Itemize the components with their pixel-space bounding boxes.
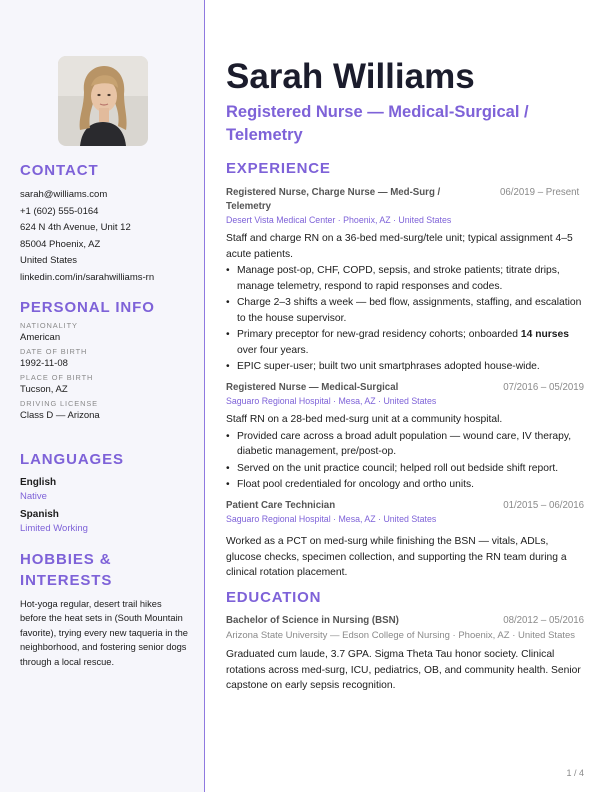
job-bullet: • Manage post-op, CHF, COPD, sepsis, and stroke patients; titrate drips, manage telemetry, respond to rapid responses and codes.: [226, 263, 584, 294]
job-dates: 06/2019 – Present: [500, 187, 580, 198]
education-entry: [226, 614, 584, 694]
job-dates: 07/2016 – 05/2019: [503, 382, 584, 393]
degree-title: Bachelor of Science in Nursing (BSN): [226, 615, 399, 626]
linkedin-link[interactable]: linkedin.com/in/sarahwilliams-rn: [20, 271, 155, 283]
education-summary: Graduated cum laude, 3.7 GPA. Sigma Theta Tau honor society. Clinical rotations across med-surg, ICU, pediatrics, OB, and community health. Senior capstone on early sepsis recognition.: [226, 649, 581, 691]
candidate-name: Sarah Williams: [226, 57, 475, 96]
job-organization: Saguaro Regional Hospital · Mesa, AZ · United States: [226, 396, 437, 406]
job-bullet: • Provided care across a broad adult population — wound care, IV therapy, diabetic management, pre/post-op.: [226, 429, 584, 460]
job-dates: 01/2015 – 06/2016: [503, 500, 584, 511]
job-summary: Staff RN on a 28-bed med-surg unit at a community hospital.: [226, 414, 503, 425]
job-bullets: [226, 429, 584, 493]
personal-info-heading: PERSONAL INFO: [20, 299, 155, 316]
languages-section: [20, 449, 190, 540]
sidebar: [0, 0, 205, 792]
job-bullets: [226, 263, 584, 375]
email-link[interactable]: sarah@williams.com: [20, 189, 108, 200]
pob-label: PLACE OF BIRTH: [20, 373, 94, 382]
nationality-label: NATIONALITY: [20, 321, 78, 330]
language-level: Limited Working: [20, 523, 88, 534]
job-bullet: • Charge 2–3 shifts a week — bed flow, assignments, staffing, and escalation to the house supervisor.: [226, 295, 584, 326]
job-bullet: [226, 327, 584, 358]
address-line-1: 624 N 4th Avenue, Unit 12: [20, 222, 131, 234]
profile-photo: [58, 56, 148, 146]
bullet-emphasis: 14 nurses: [520, 329, 569, 340]
hobbies-heading-line1: HOBBIES &: [20, 551, 112, 568]
hobbies-section: [20, 549, 190, 669]
experience-heading: EXPERIENCE: [226, 160, 331, 177]
education-dates: 08/2012 – 05/2016: [503, 615, 584, 626]
hobbies-heading-line2: INTERESTS: [20, 572, 113, 589]
contact-section: [20, 160, 190, 287]
job-entry: [226, 381, 584, 494]
license-label: DRIVING LICENSE: [20, 399, 98, 408]
dob-label: DATE OF BIRTH: [20, 347, 88, 356]
job-title: Registered Nurse — Medical-Surgical: [226, 382, 399, 393]
job-organization: Saguaro Regional Hospital · Mesa, AZ · United States: [226, 514, 437, 524]
education-heading: EDUCATION: [226, 589, 322, 606]
job-title: Registered Nurse, Charge Nurse — Med-Surg / Telemetry: [226, 187, 441, 212]
address-line-2: 85004 Phoenix, AZ: [20, 238, 101, 250]
job-bullet: • Float pool credentialed for oncology and ortho units.: [226, 477, 584, 493]
education-institution: Arizona State University — Edson College of Nursing · Phoenix, AZ · United States: [226, 630, 576, 641]
job-summary: Staff and charge RN on a 36-bed med-surg/tele unit; typical assignment 4–5 acute patients.: [226, 233, 573, 260]
language-level: Native: [20, 491, 47, 502]
job-organization: Desert Vista Medical Center · Phoenix, AZ · United States: [226, 215, 452, 225]
job-entry: [226, 186, 584, 376]
bullet-text: Primary preceptor for new-grad residency cohorts; onboarded: [237, 329, 521, 340]
phone-text[interactable]: +1 (602) 555-0164: [20, 205, 99, 217]
bullet-text: over four years.: [237, 344, 309, 356]
candidate-headline: Registered Nurse — Medical-Surgical / Telemetry: [226, 103, 529, 144]
job-entry: [226, 499, 584, 581]
license-value: Class D — Arizona: [20, 410, 100, 421]
language-name: Spanish: [20, 509, 59, 520]
personal-info-section: [20, 297, 190, 425]
contact-heading: CONTACT: [20, 162, 99, 179]
languages-heading: LANGUAGES: [20, 451, 124, 468]
nationality-value: American: [20, 332, 61, 343]
dob-value: 1992-11-08: [20, 358, 68, 369]
job-bullet: • Served on the unit practice council; helped roll out bedside shift report.: [226, 461, 584, 477]
job-bullet: • EPIC super-user; built two unit smartphrases adopted house-wide.: [226, 359, 584, 375]
pob-value: Tucson, AZ: [20, 384, 68, 395]
job-summary: Worked as a PCT on med-surg while finishing the BSN — vitals, ADLs, glucose checks, specimen collection, and supporting the RN team during a clinical rotation placement.: [226, 536, 567, 578]
address-country: United States: [20, 255, 78, 267]
hobbies-text: Hot-yoga regular, desert trail hikes before the heat sets in (South Mountain favorite), trying every new taqueria in the neighborhood, and fostering senior dogs through a local rescue.: [20, 599, 188, 667]
language-name: English: [20, 477, 57, 488]
job-title: Patient Care Technician: [226, 500, 336, 511]
page-number: 1 / 4: [566, 768, 584, 778]
